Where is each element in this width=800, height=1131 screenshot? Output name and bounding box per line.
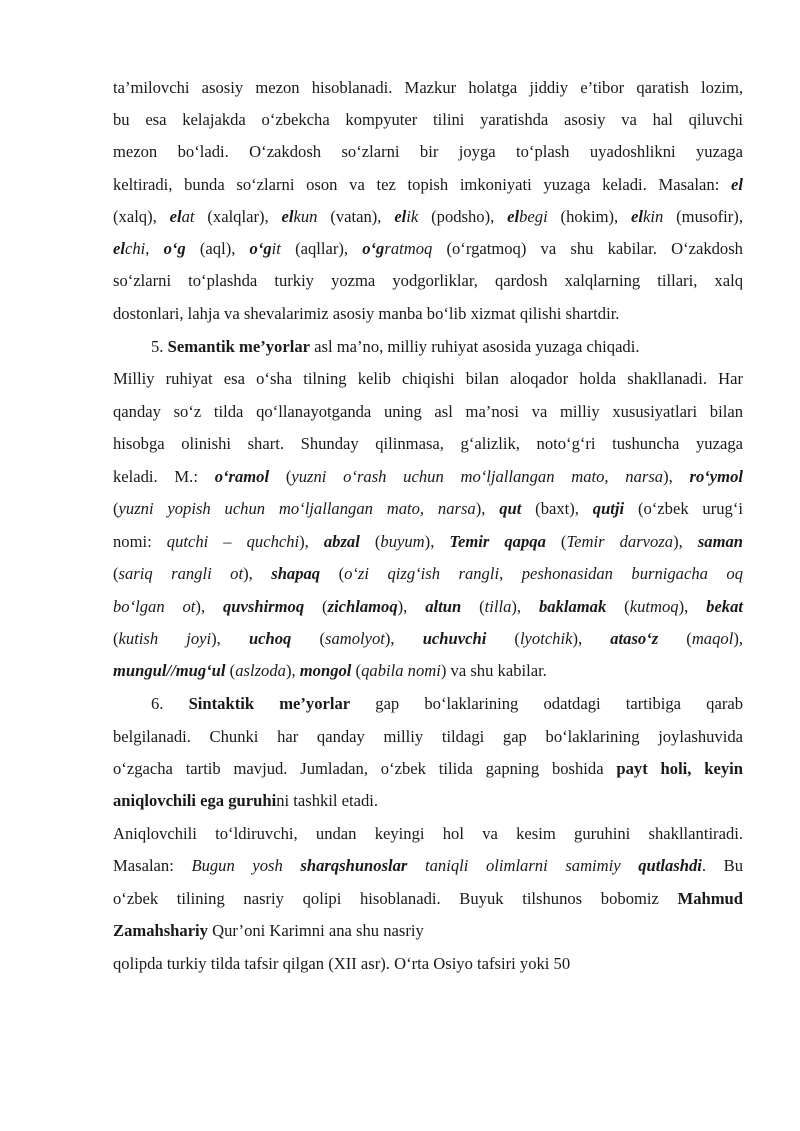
bold-italic-run: Temir qapqa (449, 532, 546, 551)
text-line (113, 110, 743, 130)
text-line (113, 175, 743, 195)
text-run: ( (461, 597, 485, 616)
text-line (113, 271, 743, 291)
bold-italic-run: el (631, 207, 644, 226)
bold-italic-run: el (394, 207, 407, 226)
text-run: bu esa kelajakda o‘zbekcha kompyuter tilini yaratishda asosiy va hal qiluvchi (113, 110, 743, 129)
text-run: ( (606, 597, 630, 616)
italic-run: aslzoda (235, 661, 286, 680)
text-run: ), (475, 499, 500, 518)
text-run: Masalan: (113, 856, 192, 875)
text-run: ), (663, 467, 690, 486)
bold-italic-run: qut (499, 499, 522, 518)
text-run: asl ma’no, milliy ruhiyat asosida yuzaga chiqadi. (310, 337, 640, 356)
italic-run: bo‘lgan ot (113, 597, 196, 616)
text-run: keltiradi, bunda so‘zlarni oson va tez topish imkoniyati yuzaga keladi. Masalan: (113, 175, 732, 194)
bold-run: Semantik me’yorlar (167, 337, 310, 356)
bold-italic-run: mungul//mug‘ul (113, 661, 226, 680)
bold-italic-run: altun (425, 597, 462, 616)
text-line (113, 532, 743, 552)
bold-italic-run: uchuvchi (422, 629, 487, 648)
text-line (113, 661, 743, 681)
italic-run: taniqli olimlarni samimiy (407, 856, 639, 875)
italic-run: o‘zi qizg‘ish rangli (344, 564, 500, 583)
text-run: ) va shu kabilar. (440, 661, 547, 680)
text-run: , (499, 564, 522, 583)
text-run: (podsho), (418, 207, 508, 226)
italic-run: yuzni yopish uchun mo‘ljallangan mato, narsa (118, 499, 476, 518)
text-run: (o‘zbek urug‘i (624, 499, 743, 518)
bold-italic-run: bekat (706, 597, 744, 616)
text-line (113, 239, 743, 259)
italic-run: qabila nomi (361, 661, 441, 680)
italic-run: maqol (691, 629, 734, 648)
text-line (113, 78, 743, 98)
text-line (113, 824, 743, 844)
bold-run: Mahmud (677, 889, 743, 908)
bold-run: payt holi, keyin (616, 759, 743, 778)
bold-italic-run: qutlashdi (638, 856, 702, 875)
text-run: (musofir), (663, 207, 743, 226)
italic-run: peshonasidan burnigacha oq (521, 564, 743, 583)
text-run: so‘zlarni to‘plashda turkiy yozma yodgorliklar, qardosh xalqlarning tillari, xalq (113, 271, 743, 290)
text-line (113, 402, 743, 422)
text-line (113, 727, 743, 747)
italic-run: buyum (380, 532, 425, 551)
text-run: gap bo‘laklarining odatdagi tartibiga qarab (350, 694, 744, 713)
text-run: Qur’oni Karimni ana shu nasriy (207, 921, 424, 940)
bold-italic-run: abzal (323, 532, 360, 551)
text-run: ta’milovchi asosiy mezon hisoblanadi. Mazkur holatga jiddiy e’tibor qaratish lozim, (113, 78, 743, 97)
bold-italic-run: qutji (592, 499, 625, 518)
bold-italic-run: shapaq (271, 564, 321, 583)
text-run: ( (291, 629, 325, 648)
bold-italic-run: o‘g (163, 239, 186, 258)
italic-run: Bugun yosh (191, 856, 301, 875)
text-run: ( (304, 597, 328, 616)
text-line (113, 856, 743, 876)
text-run: ), (397, 597, 426, 616)
text-run: ), (384, 629, 423, 648)
text-run: dostonlari, lahja va shevalarimiz asosiy manba bo‘lib xizmat qilishi shartdir. (113, 304, 620, 323)
text-run: (xalq), (113, 207, 170, 226)
text-run: ), (678, 597, 707, 616)
bold-italic-run: el (507, 207, 520, 226)
text-run: ), (243, 564, 272, 583)
italic-run: Temir darvoza (566, 532, 674, 551)
section-heading-line (151, 694, 743, 714)
italic-run: it (271, 239, 281, 258)
bold-run: Sintaktik me’yorlar (188, 694, 351, 713)
text-line (113, 629, 743, 649)
bold-italic-run: ro‘ymol (689, 467, 743, 486)
bold-italic-run: o‘g (362, 239, 385, 258)
text-run: belgilanadi. Chunki har qanday milliy tildagi gap bo‘laklarining joylashuvida (113, 727, 743, 746)
bold-italic-run: sharqshunoslar (300, 856, 408, 875)
text-run: ( (486, 629, 520, 648)
text-run: ), (211, 629, 249, 648)
text-run: 5. (151, 337, 168, 356)
text-run: (aqllar), (280, 239, 363, 258)
text-run: (o‘rgatmoq) va shu kabilar. O‘zakdosh (432, 239, 743, 258)
text-line (113, 142, 743, 162)
bold-italic-run: uchoq (248, 629, 292, 648)
italic-run: begi (519, 207, 548, 226)
text-run: ( (113, 629, 119, 648)
italic-run: at (181, 207, 195, 226)
bold-italic-run: saman (697, 532, 743, 551)
text-line (113, 304, 743, 324)
bold-italic-run: el (169, 207, 182, 226)
bold-run: Zamahshariy (113, 921, 208, 940)
bold-italic-run: ataso‘z (610, 629, 659, 648)
text-run: ), (511, 597, 539, 616)
text-run: ( (545, 532, 567, 551)
italic-run: yuzni o‘rash uchun mo‘ljallangan mato, narsa (291, 467, 664, 486)
text-run: (xalqlar), (194, 207, 282, 226)
bold-italic-run: o‘ramol (214, 467, 270, 486)
italic-run: kutish joyi (118, 629, 212, 648)
bold-italic-run: el (281, 207, 294, 226)
italic-run: samolyot (324, 629, 385, 648)
text-line (113, 791, 743, 811)
text-run: (baxt), (521, 499, 593, 518)
text-run: . Bu (701, 856, 743, 875)
text-run: ( (113, 499, 119, 518)
text-run: ), (424, 532, 450, 551)
text-run: ), (299, 532, 324, 551)
text-run: (vatan), (317, 207, 395, 226)
text-run: ( (269, 467, 292, 486)
bold-run: aniqlovchili ega guruhi (113, 791, 277, 810)
italic-run: ik (406, 207, 419, 226)
text-run: o‘zbek tilining nasriy qolipi hisoblanadi. Buyuk tilshunos bobomiz (113, 889, 678, 908)
text-line (113, 467, 743, 487)
text-line (113, 954, 743, 974)
text-run: ( (320, 564, 345, 583)
text-run: ), (572, 629, 611, 648)
italic-run: sariq rangli ot (118, 564, 244, 583)
text-run: mezon bo‘ladi. O‘zakdosh so‘zlarni bir joyga to‘plash uyadoshlikni yuzaga (113, 142, 743, 161)
text-run: qanday so‘z tilda qo‘llanayotganda uning asl ma’nosi va milliy xususiyatlari bilan (113, 402, 743, 421)
text-line (113, 889, 743, 909)
bold-italic-run: el (731, 175, 743, 194)
text-run: ), (195, 597, 223, 616)
text-run: ( (113, 564, 119, 583)
text-run: ( (351, 661, 362, 680)
italic-run: chi (124, 239, 146, 258)
italic-run: lyotchik (519, 629, 573, 648)
text-run: ), (673, 532, 698, 551)
text-run: (aql), (185, 239, 250, 258)
text-run: 6. (151, 694, 189, 713)
text-run: nomi: (113, 532, 167, 551)
text-line (113, 369, 743, 389)
italic-run: kin (643, 207, 664, 226)
text-line (113, 499, 743, 519)
italic-run: kutmoq (629, 597, 679, 616)
section-heading-line (151, 337, 743, 357)
bold-italic-run: zichlamoq (327, 597, 398, 616)
text-run: o‘zgacha tartib mavjud. Jumladan, o‘zbek tilida gapning boshida (113, 759, 617, 778)
text-line (113, 434, 743, 454)
text-run: ni tashkil etadi. (276, 791, 379, 810)
text-run: keladi. M.: (113, 467, 215, 486)
italic-run: ratmoq (384, 239, 433, 258)
text-run: qolipda turkiy tilda tafsir qilgan (XII asr). O‘rta Osiyo tafsiri yoki 50 (113, 954, 571, 973)
text-line (113, 759, 743, 779)
bold-italic-run: o‘g (249, 239, 272, 258)
italic-run: qutchi – quchchi (166, 532, 300, 551)
italic-run: kun (293, 207, 318, 226)
bold-italic-run: mongol (299, 661, 352, 680)
text-run: , (145, 239, 164, 258)
text-run: ( (658, 629, 692, 648)
bold-italic-run: quvshirmoq (223, 597, 305, 616)
text-line (113, 564, 743, 584)
text-run: ), (285, 661, 300, 680)
bold-italic-run: baklamak (538, 597, 607, 616)
text-run: Milliy ruhiyat esa o‘sha tilning kelib chiqishi bilan aloqador holda shakllanadi. Har (113, 369, 743, 388)
bold-italic-run: el (113, 239, 125, 258)
text-run: ), (733, 629, 743, 648)
text-run: hisobga olinishi shart. Shunday qilinmasa, g‘alizlik, noto‘g‘ri tushuncha yuzaga (113, 434, 743, 453)
text-run: ( (359, 532, 381, 551)
italic-run: tilla (484, 597, 512, 616)
text-run: (hokim), (547, 207, 632, 226)
text-run: ( (225, 661, 236, 680)
text-line (113, 207, 743, 227)
text-line (113, 921, 743, 941)
text-run: Aniqlovchili to‘ldiruvchi, undan keyingi hol va kesim guruhini shakllantiradi. (113, 824, 743, 843)
text-line (113, 597, 743, 617)
